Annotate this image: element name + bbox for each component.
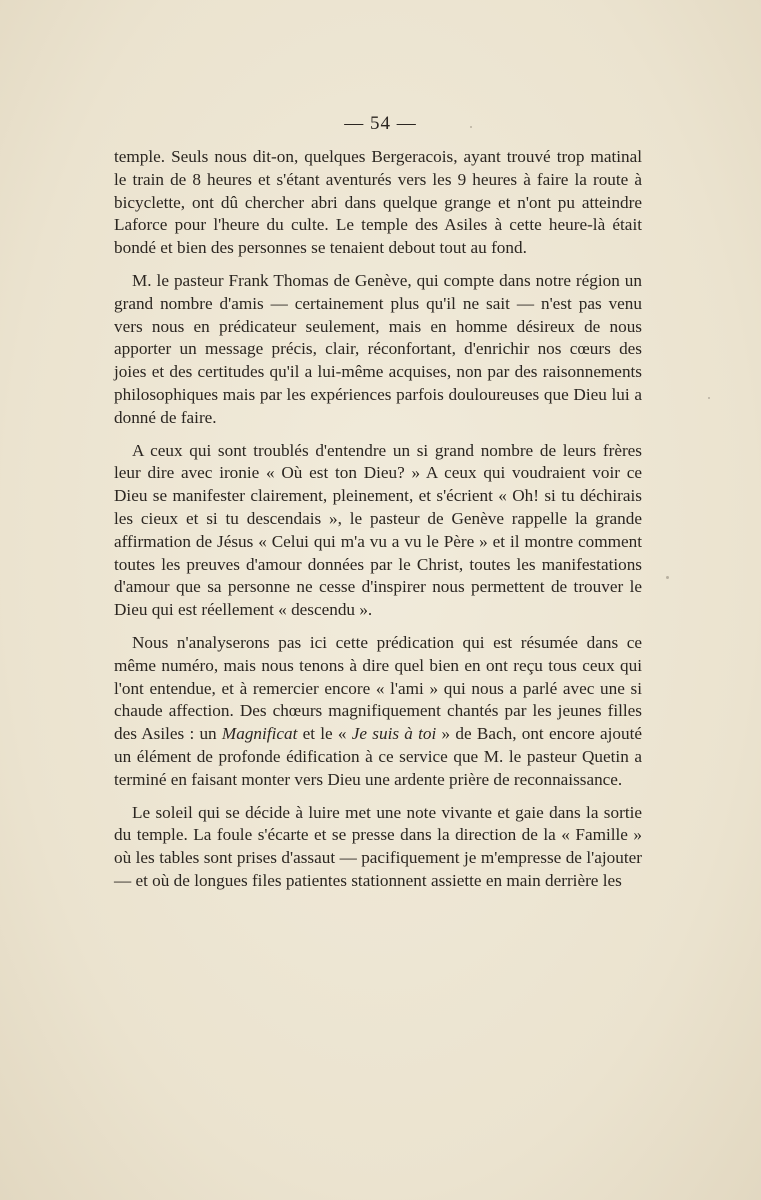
paper-speck	[470, 126, 472, 128]
paragraph-4-part-2: et le «	[297, 724, 352, 744]
title-je-suis-a-toi: Je suis à toi	[351, 724, 437, 744]
paragraph-1: temple. Seuls nous dit-on, quelques Bergeracois, ayant trouvé trop matinal le train de 8 heures et s'étant aventurés vers les 9 heures à faire la route à bicyclette, ont dû chercher abri dans quelque grange et n'ont pu atteindre Laforce pour l'heure du culte. Le temple des Asiles à cette heure-là était bondé et bien des personnes se tenaient debout tout au fond.	[114, 147, 642, 258]
title-magnificat: Magnificat	[221, 724, 298, 744]
paragraph-2: M. le pasteur Frank Thomas de Genève, qui compte dans notre région un grand nombre d'amis — certainement plus qu'il ne sait — n'est pas venu vers nous en prédicateur seulement, mais en homme désireux de nous apporter un message précis, clair, réconfortant, d'enrichir nos cœurs des joies et des certitudes qu'il a lui-même acquises, non par des raisonnements philosophiques mais par les expériences parfois douloureuses que Dieu lui a donné de faire.	[114, 270, 642, 427]
paragraph-3: A ceux qui sont troublés d'entendre un si grand nombre de leurs frères leur dire avec ironie « Où est ton Dieu? » A ceux qui voudraient voir ce Dieu se manifester clairement, pleinement, et s'écrient « Oh! si tu déchirais les cieux et si tu descendais », le pasteur de Genève rappelle la grande affirmation de Jésus « Celui qui m'a vu a vu le Père » et il montre comment toutes les preuves d'amour données par le Christ, toutes les manifestations d'amour que sa personne ne cesse d'inspirer nous permettent de trouver le Dieu qui est réellement « descendu ».	[114, 440, 642, 620]
body-text	[114, 146, 642, 903]
paper-speck	[666, 576, 669, 579]
paragraph-4-part-1: Nous n'analyserons pas ici cette prédication qui est résumée dans ce même numéro, mais nous tenons à dire quel bien en ont reçu tous ceux qui l'ont entendue, et à remercier encore « l'ami » qui nous a parlé avec une si chaude affection. Des chœurs magnifiquement chantés par les jeunes filles des Asiles : un	[114, 632, 642, 744]
page-number: — 54 —	[344, 113, 417, 134]
paragraph-4-part-3: » de Bach, ont encore ajouté un élément de profonde édification à ce service que M. le pasteur Quetin a terminé en faisant monter vers Dieu une ardente prière de reconnaissance.	[114, 724, 643, 789]
paper-speck	[708, 397, 710, 399]
paragraph-4	[114, 632, 642, 792]
paragraph-5: Le soleil qui se décide à luire met une note vivante et gaie dans la sortie du temple. La foule s'écarte et se presse dans la direction de la « Famille » où les tables sont prises d'assaut — pacifiquement je m'empresse de l'ajouter — et où de longues files patientes stationnent assiette en main derrière les	[114, 802, 642, 890]
